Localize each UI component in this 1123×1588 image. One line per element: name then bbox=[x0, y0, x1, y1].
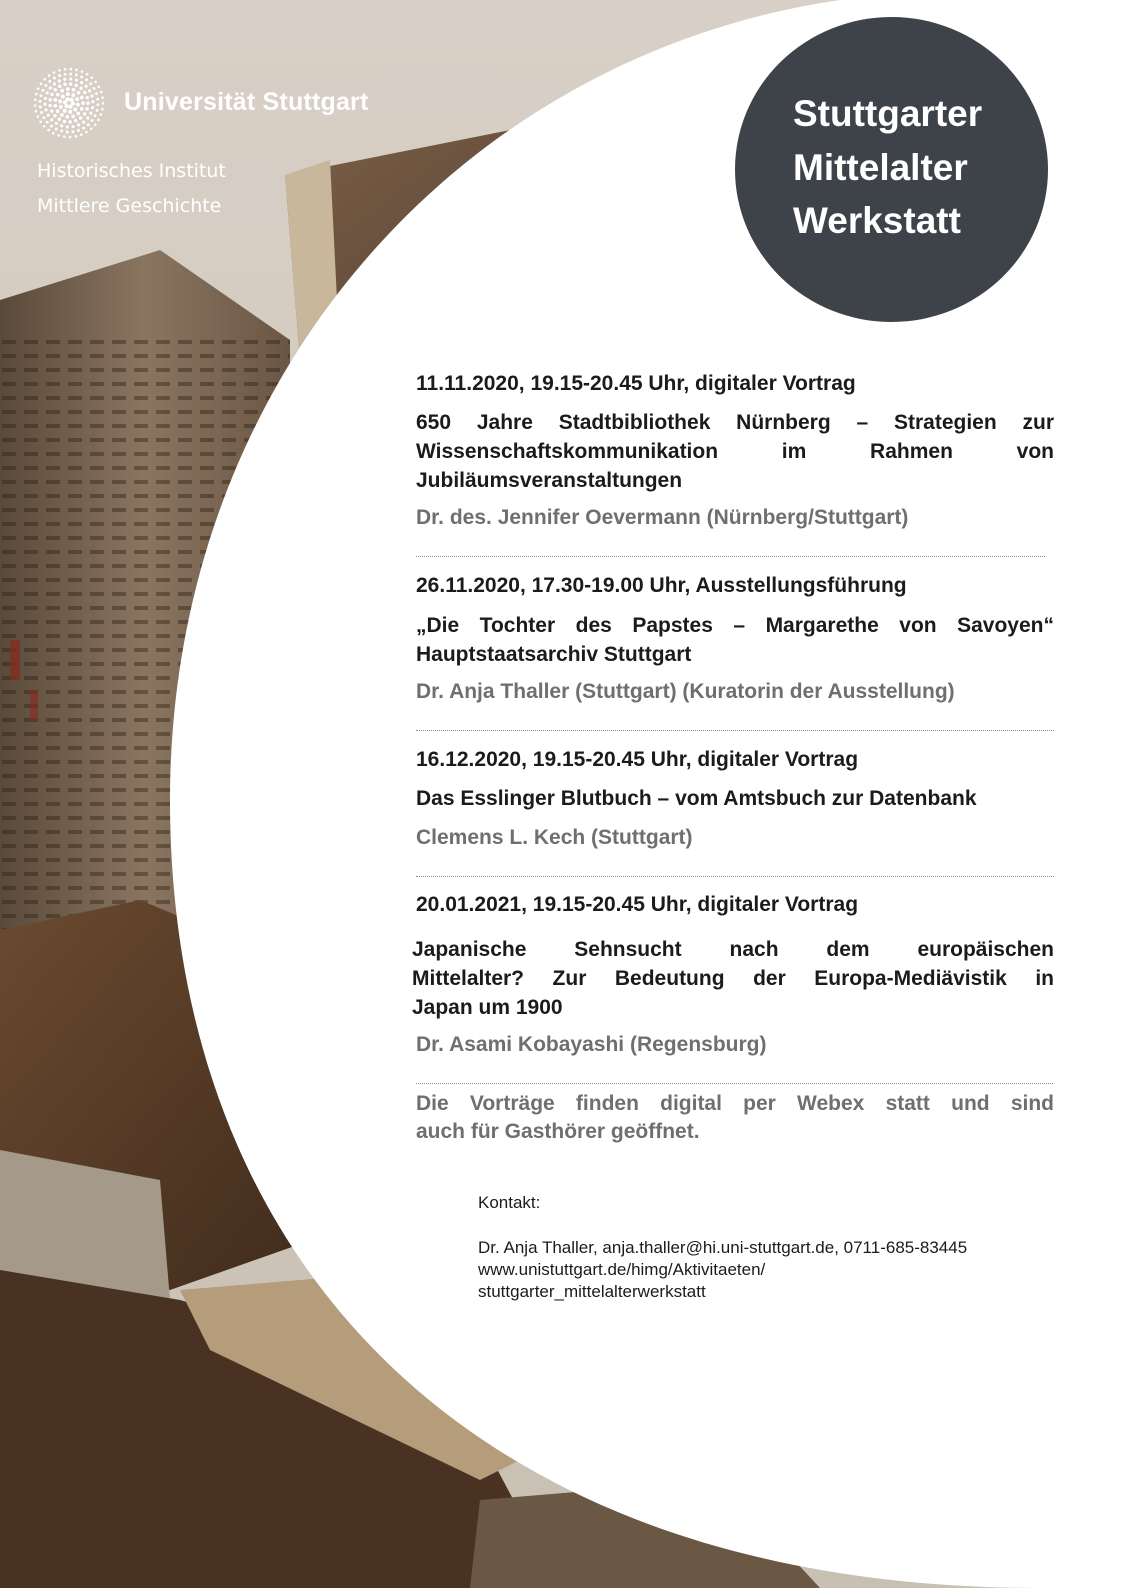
event-3-speaker: Clemens L. Kech (Stuttgart) bbox=[416, 826, 693, 849]
department-name: Mittlere Geschichte bbox=[37, 195, 222, 217]
university-emblem-icon bbox=[32, 66, 106, 140]
institute-name: Historisches Institut bbox=[37, 160, 226, 182]
event-1-title bbox=[416, 408, 1054, 495]
event-2-date: 26.11.2020, 17.30-19.00 Uhr, Ausstellungsführung bbox=[416, 574, 907, 597]
webex-note-line: auch für Gasthörer geöffnet. bbox=[416, 1120, 700, 1143]
contact-line-name-email-phone: Dr. Anja Thaller, anja.thaller@hi.uni-stuttgart.de, 0711-685-83445 bbox=[478, 1238, 968, 1257]
divider bbox=[416, 1083, 1053, 1084]
series-title-badge bbox=[735, 17, 1048, 322]
webex-note-line: Die Vorträge finden digital per Webex statt und sind bbox=[416, 1092, 1054, 1115]
event-2-title bbox=[416, 611, 1054, 669]
event-2-title-line: „Die Tochter des Papstes – Margarethe von Savoyen“ bbox=[416, 614, 1054, 637]
event-1-date: 11.11.2020, 19.15-20.45 Uhr, digitaler Vortrag bbox=[416, 372, 856, 395]
divider bbox=[416, 556, 1045, 557]
event-3-date: 16.12.2020, 19.15-20.45 Uhr, digitaler Vortrag bbox=[416, 748, 859, 771]
divider bbox=[416, 730, 1054, 731]
contact-website-link-continued[interactable]: stuttgarter_mittelalterwerkstatt bbox=[478, 1282, 706, 1301]
institute-block bbox=[37, 154, 226, 224]
event-4-title-line: Mittelalter? Zur Bedeutung der Europa-Mediävistik in bbox=[412, 967, 1054, 990]
contact-label: Kontakt: bbox=[478, 1193, 541, 1212]
contact-website-link[interactable]: www.unistuttgart.de/himg/Aktivitaeten/ bbox=[478, 1260, 766, 1279]
series-title-line-2: Mittelalter bbox=[793, 147, 968, 188]
event-1-title-line: Wissenschaftskommunikation im Rahmen von bbox=[416, 440, 1054, 463]
event-4-date: 20.01.2021, 19.15-20.45 Uhr, digitaler Vortrag bbox=[416, 893, 859, 916]
event-4-speaker: Dr. Asami Kobayashi (Regensburg) bbox=[416, 1033, 767, 1056]
event-4-title bbox=[412, 935, 1054, 1022]
event-2-speaker: Dr. Anja Thaller (Stuttgart) (Kuratorin der Ausstellung) bbox=[416, 680, 955, 703]
contact-details bbox=[478, 1237, 967, 1303]
event-2-title-line: Hauptstaatsarchiv Stuttgart bbox=[416, 643, 692, 666]
webex-note bbox=[416, 1090, 1054, 1146]
series-title-line-1: Stuttgarter bbox=[793, 93, 983, 134]
event-1-speaker: Dr. des. Jennifer Oevermann (Nürnberg/Stuttgart) bbox=[416, 506, 909, 529]
event-4-title-line: Japanische Sehnsucht nach dem europäischen bbox=[412, 938, 1054, 961]
event-3-title-line: Das Esslinger Blutbuch – vom Amtsbuch zur Datenbank bbox=[416, 787, 977, 810]
event-1-title-line: 650 Jahre Stadtbibliothek Nürnberg – Strategien zur bbox=[416, 411, 1054, 434]
event-3-title bbox=[416, 784, 1054, 813]
series-title-line-3: Werkstatt bbox=[793, 200, 961, 241]
event-4-title-line: Japan um 1900 bbox=[412, 996, 563, 1019]
divider bbox=[416, 876, 1054, 877]
university-name: Universität Stuttgart bbox=[124, 88, 369, 116]
event-1-title-line: Jubiläumsveranstaltungen bbox=[416, 469, 683, 492]
